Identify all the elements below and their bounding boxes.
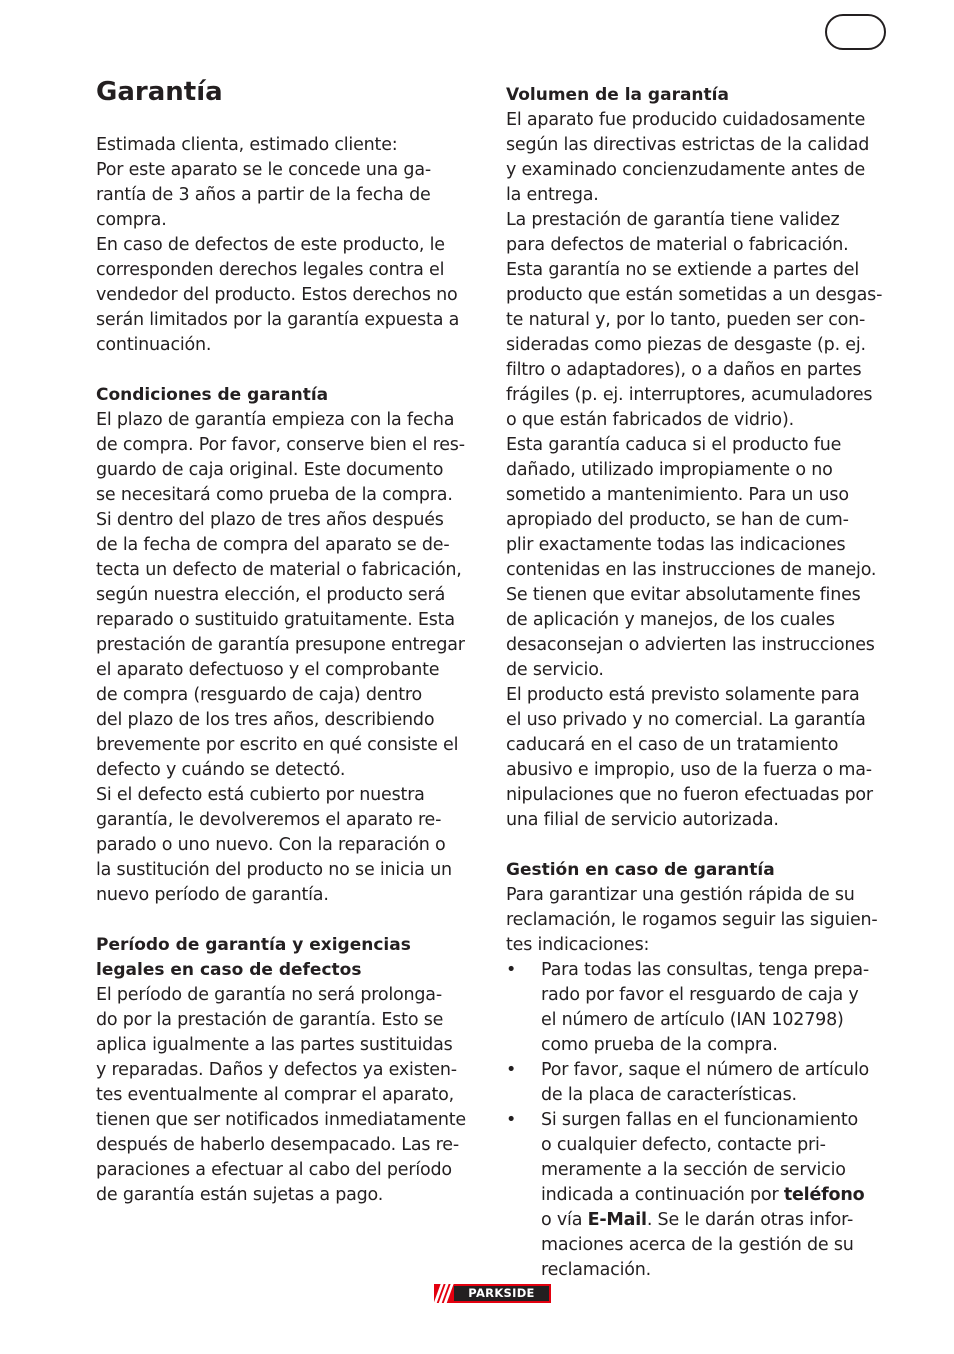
section-heading-period: Período de garantía y exigencias <box>96 935 411 955</box>
period-line: paraciones a efectuar al cabo del período <box>96 1160 452 1180</box>
bullet-line: o cualquier defecto, contacte pri- <box>541 1135 826 1155</box>
bullet-line: como prueba de la compra. <box>541 1035 778 1055</box>
handling-line: Para garantizar una gestión rápida de su <box>506 885 855 905</box>
scope-line: el uso privado y no comercial. La garantía <box>506 710 866 730</box>
conditions-line: reparado o sustituido gratuitamente. Esta <box>96 610 455 630</box>
conditions-line: Si dentro del plazo de tres años después <box>96 510 444 530</box>
parkside-logo <box>434 1284 551 1303</box>
scope-line: o que están fabricados de vidrio). <box>506 410 794 430</box>
conditions-line: guardo de caja original. Este documento <box>96 460 444 480</box>
scope-line: El aparato fue producido cuidadosamente <box>506 110 866 130</box>
bullet-line: de la placa de características. <box>541 1085 797 1105</box>
scope-line: según las directivas estrictas de la calidad <box>506 135 870 155</box>
section-heading-period: legales en caso de defectos <box>96 960 362 980</box>
bullet-line: reclamación. <box>541 1260 651 1280</box>
intro-line: En caso de defectos de este producto, le <box>96 235 445 255</box>
conditions-line: El plazo de garantía empieza con la fecha <box>96 410 455 430</box>
logo-text: PARKSIDE <box>454 1286 549 1301</box>
intro-line: corresponden derechos legales contra el <box>96 260 445 280</box>
bullet-line: Si surgen fallas en el funcionamiento <box>541 1110 859 1130</box>
intro-line: rantía de 3 años a partir de la fecha de <box>96 185 431 205</box>
bullet-line: Para todas las consultas, tenga prepa- <box>541 960 869 980</box>
section-heading-handling: Gestión en caso de garantía <box>506 860 775 880</box>
bullet-marker: • <box>506 960 517 980</box>
scope-line: Esta garantía no se extiende a partes del <box>506 260 859 280</box>
bullet-line: el número de artículo (IAN 102798) <box>541 1010 844 1030</box>
scope-line: y examinado concienzudamente antes de <box>506 160 866 180</box>
bullet-marker: • <box>506 1060 517 1080</box>
period-line: y reparadas. Daños y defectos ya existen- <box>96 1060 457 1080</box>
section-heading-conditions: Condiciones de garantía <box>96 385 329 405</box>
scope-line: sometido a mantenimiento. Para un uso <box>506 485 849 505</box>
language-badge <box>825 14 886 50</box>
scope-line: contenidas en las instrucciones de manejo. <box>506 560 877 580</box>
scope-line: desaconsejan o advierten las instrucciones <box>506 635 875 655</box>
page-title: Garantía <box>96 77 223 107</box>
conditions-line: parado o uno nuevo. Con la reparación o <box>96 835 446 855</box>
conditions-line: se necesitará como prueba de la compra. <box>96 485 453 505</box>
conditions-line: prestación de garantía presupone entregar <box>96 635 465 655</box>
scope-line: te natural y, por lo tanto, pueden ser con- <box>506 310 866 330</box>
scope-line: la entrega. <box>506 185 599 205</box>
scope-line: frágiles (p. ej. interruptores, acumuladores <box>506 385 873 405</box>
period-line: de garantía están sujetas a pago. <box>96 1185 384 1205</box>
handling-line: reclamación, le rogamos seguir las siguien- <box>506 910 878 930</box>
conditions-line: Si el defecto está cubierto por nuestra <box>96 785 425 805</box>
period-line: tienen que ser notificados inmediatamente <box>96 1110 466 1130</box>
intro-line: continuación. <box>96 335 212 355</box>
scope-line: Se tienen que evitar absolutamente fines <box>506 585 861 605</box>
intro-line: Estimada clienta, estimado cliente: <box>96 135 398 155</box>
conditions-line: según nuestra elección, el producto será <box>96 585 446 605</box>
scope-line: sideradas como piezas de desgaste (p. ej. <box>506 335 866 355</box>
bullet-line: rado por favor el resguardo de caja y <box>541 985 859 1005</box>
scope-line: para defectos de material o fabricación. <box>506 235 849 255</box>
conditions-line: nuevo período de garantía. <box>96 885 329 905</box>
scope-line: de aplicación y manejos, de los cuales <box>506 610 835 630</box>
conditions-line: brevemente por escrito en qué consiste el <box>96 735 459 755</box>
period-line: El período de garantía no será prolonga- <box>96 985 442 1005</box>
bullet-text: . Se le darán otras infor- <box>646 1210 854 1230</box>
phone-emphasis: teléfono <box>783 1185 865 1205</box>
scope-line: nipulaciones que no fueron efectuadas por <box>506 785 873 805</box>
bullet-line: Por favor, saque el número de artículo <box>541 1060 870 1080</box>
handling-line: tes indicaciones: <box>506 935 650 955</box>
period-line: do por la prestación de garantía. Esto se <box>96 1010 444 1030</box>
scope-line: dañado, utilizado impropiamente o no <box>506 460 833 480</box>
scope-line: filtro o adaptadores), o a daños en partes <box>506 360 862 380</box>
logo-stripes-icon <box>434 1284 454 1303</box>
conditions-line: tecta un defecto de material o fabricación, <box>96 560 462 580</box>
bullet-line: meramente a la sección de servicio <box>541 1160 846 1180</box>
scope-line: caducará en el caso de un tratamiento <box>506 735 839 755</box>
conditions-line: de la fecha de compra del aparato se de- <box>96 535 450 555</box>
conditions-line: el aparato defectuoso y el comprobante <box>96 660 440 680</box>
bullet-line <box>541 1183 864 1208</box>
conditions-line: del plazo de los tres años, describiendo <box>96 710 435 730</box>
scope-line: producto que están sometidas a un desgas- <box>506 285 883 305</box>
period-line: aplica igualmente a las partes sustituidas <box>96 1035 453 1055</box>
bullet-line <box>541 1208 853 1233</box>
scope-line: apropiado del producto, se han de cum- <box>506 510 849 530</box>
scope-line: de servicio. <box>506 660 604 680</box>
conditions-line: defecto y cuándo se detectó. <box>96 760 346 780</box>
bullet-line: maciones acerca de la gestión de su <box>541 1235 854 1255</box>
conditions-line: de compra (resguardo de caja) dentro <box>96 685 423 705</box>
intro-line: Por este aparato se le concede una ga- <box>96 160 431 180</box>
bullet-marker: • <box>506 1110 517 1130</box>
intro-line: serán limitados por la garantía expuesta a <box>96 310 460 330</box>
period-line: tes eventualmente al comprar el aparato, <box>96 1085 455 1105</box>
period-line: después de haberlo desempacado. Las re- <box>96 1135 459 1155</box>
section-heading-scope: Volumen de la garantía <box>506 85 729 105</box>
email-emphasis: E-Mail <box>587 1210 647 1230</box>
scope-line: abusivo e impropio, uso de la fuerza o ma- <box>506 760 872 780</box>
scope-line: Esta garantía caduca si el producto fue <box>506 435 842 455</box>
conditions-line: de compra. Por favor, conserve bien el res- <box>96 435 465 455</box>
conditions-line: garantía, le devolveremos el aparato re- <box>96 810 442 830</box>
scope-line: La prestación de garantía tiene validez <box>506 210 840 230</box>
scope-line: plir exactamente todas las indicaciones <box>506 535 846 555</box>
bullet-text: o vía <box>541 1210 588 1230</box>
intro-line: vendedor del producto. Estos derechos no <box>96 285 458 305</box>
scope-line: una filial de servicio autorizada. <box>506 810 779 830</box>
intro-line: compra. <box>96 210 167 230</box>
scope-line: El producto está previsto solamente para <box>506 685 860 705</box>
bullet-text: indicada a continuación por <box>541 1185 784 1205</box>
conditions-line: la sustitución del producto no se inicia un <box>96 860 452 880</box>
